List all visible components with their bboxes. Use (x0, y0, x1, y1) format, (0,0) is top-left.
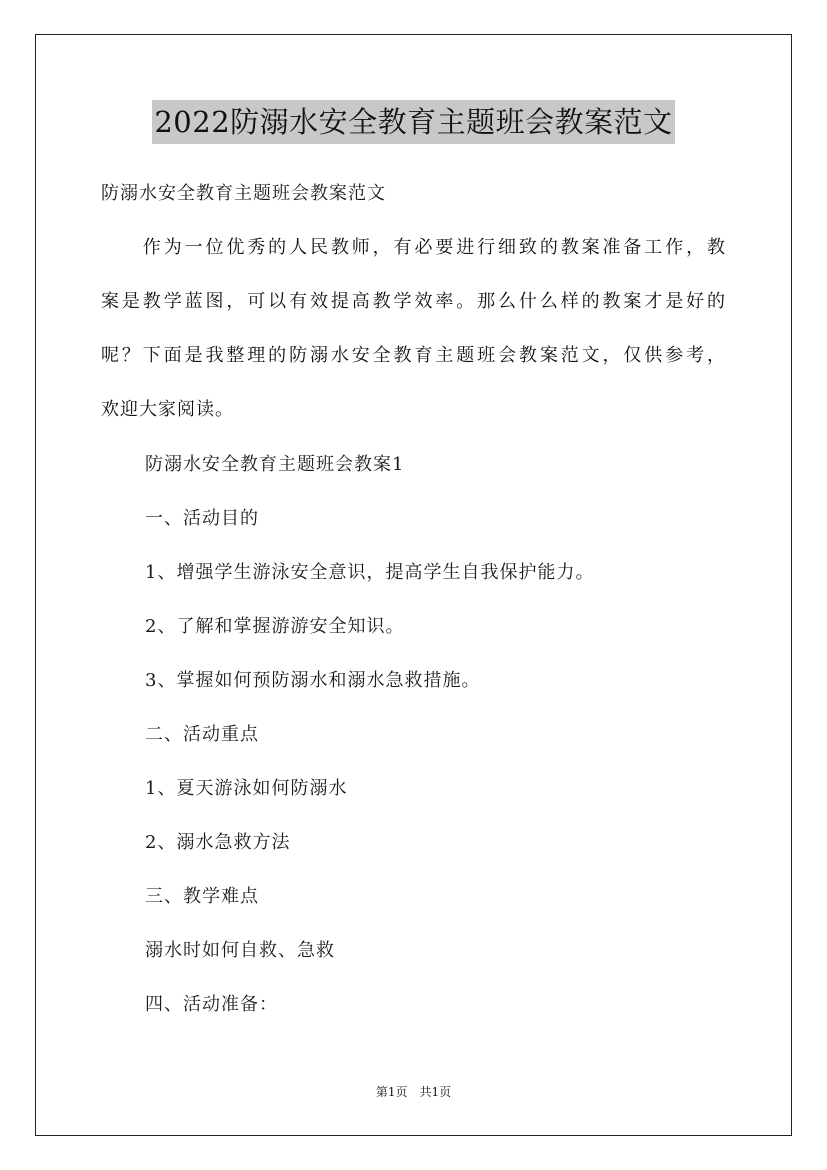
section-heading: 四、活动准备： (145, 994, 278, 1015)
section-heading: 二、活动重点 (145, 724, 259, 745)
list-item: 2、溺水急救方法 (145, 832, 291, 853)
list-item: 2、了解和掌握游游安全知识。 (145, 616, 405, 637)
document-subtitle: 防溺水安全教育主题班会教案范文 (101, 183, 386, 204)
intro-line: 案是教学蓝图，可以有效提高教学效率。那么什么样的教案才是好的 (101, 291, 726, 312)
intro-line: 呢？下面是我整理的防溺水安全教育主题班会教案范文，仅供参考， (101, 345, 726, 366)
section-heading: 防溺水安全教育主题班会教案1 (145, 454, 405, 475)
intro-line: 作为一位优秀的人民教师，有必要进行细致的教案准备工作，教 (101, 237, 726, 258)
list-item: 3、掌握如何预防溺水和溺水急救措施。 (145, 670, 481, 691)
section-heading: 三、教学难点 (145, 886, 259, 907)
document-title: 2022防溺水安全教育主题班会教案范文 (152, 100, 674, 144)
list-item: 1、增强学生游泳安全意识，提高学生自我保护能力。 (145, 562, 595, 583)
title-container (0, 100, 827, 144)
page-footer: 第1页 共1页 (375, 1085, 452, 1099)
paragraph: 溺水时如何自救、急救 (145, 940, 335, 961)
list-item: 1、夏天游泳如何防溺水 (145, 778, 348, 799)
section-heading: 一、活动目的 (145, 508, 259, 529)
intro-line: 欢迎大家阅读。 (101, 399, 234, 420)
